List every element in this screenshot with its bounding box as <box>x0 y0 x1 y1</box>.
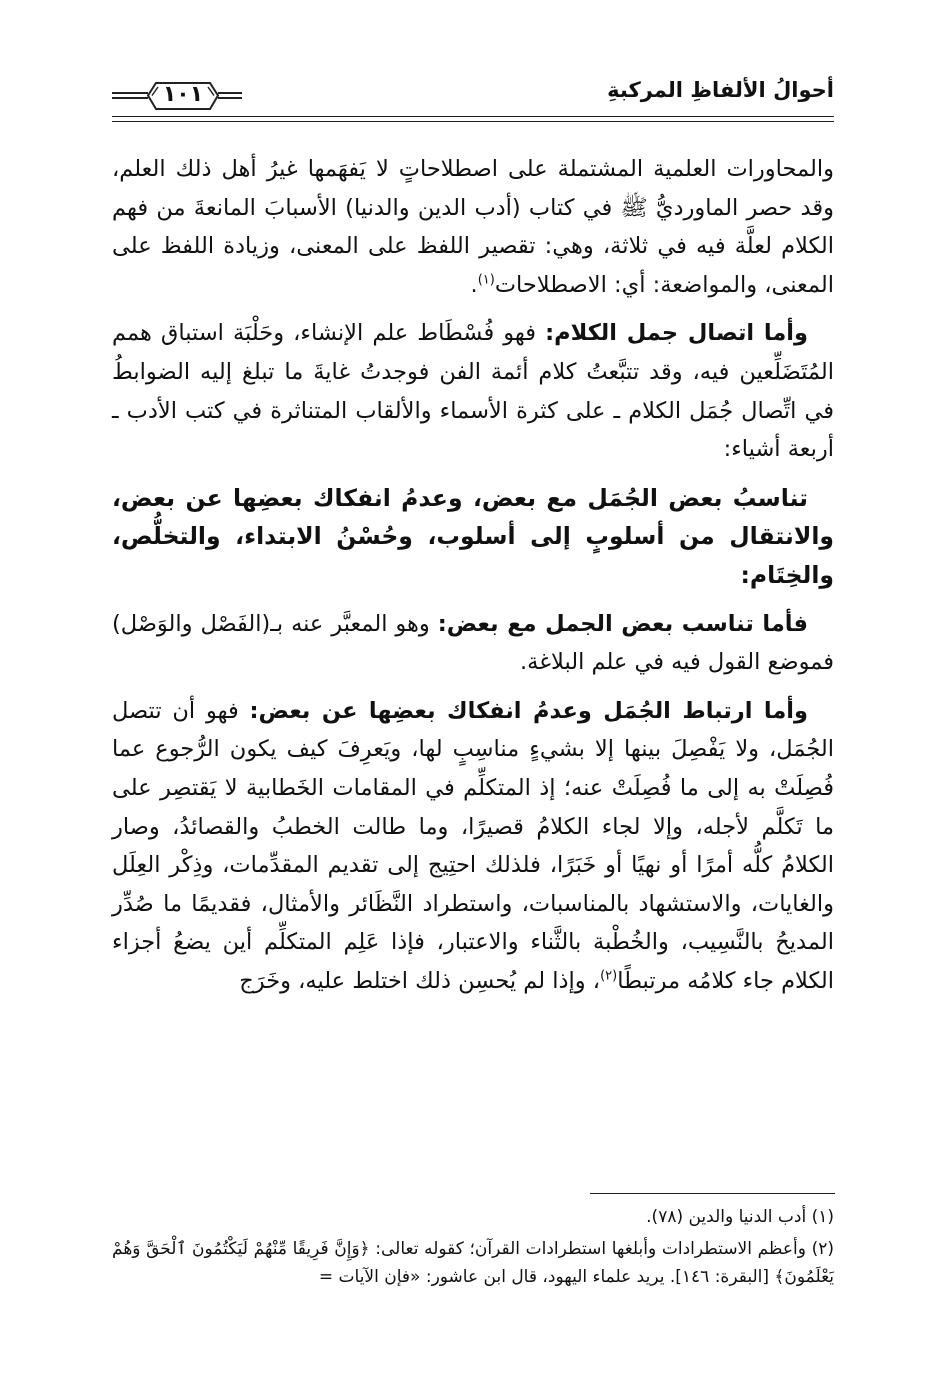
paragraph-5: وأما ارتباط الجُمَل وعدمُ انفكاك بعضِها عن بعض: فهو أن تتصل الجُمَل، ولا يَفْصِلَ بينها إلا بشيءٍ مناسِبٍ لها، ويَعرِفَ كيف يكون الرُّجوع عما فُصِلَتْ به إلى ما فُصِلَتْ عنه؛ إذ المتكلِّم في المقامات الخَطابية لا يَقتصِر على ما تَكلَّم لأجله، وإلا لجاء الكلامُ قصيرًا، وما طالت الخطبُ والقصائدُ، وصار الكلامُ كلُّه أمرًا أو نهيًا أو خَبَرًا، فلذلك احتِيج إلى تقديم المقدِّمات، وذِكْر العِلَل والغايات، والاستشهاد بالمناسبات، واستطراد النَّظَائر والأمثال، فقديمًا ما صُدِّر المديحُ بالنَّسِيب، والخُطْبة بالثَّناء والاعتبار، فإذا عَلِم المتكلِّم أين يضعُ أجزاء الكلام جاء كلامُه مرتبطًا$^{(٢)}$، وإذا لم يُحسِن ذلك اختلط عليه، وخَرَج <box>112 697 834 994</box>
header-rule <box>112 116 834 122</box>
footnote-2: (٢) وأعظم الاستطرادات وأبلغها استطرادات القرآن؛ كقوله تعالى: ﴿وَإِنَّ فَرِيقًا مِّنْهُمْ لَيَكْتُمُونَ ٱلْحَقَّ وَهُمْ يَعْلَمُونَ﴾ [البقرة: ١٤٦]. يريد علماء اليهود، قال ابن عاشور: «فإن الآيات = <box>112 1239 834 1287</box>
paragraph-heading: وأما اتصال جمل الكلام: <box>545 320 808 347</box>
paragraph-4: فأما تناسب بعض الجمل مع بعض: وهو المعبَّر عنه بـ(الفَصْل والوَصْل) فموضع القول فيه في علم البلاغة. <box>112 610 834 676</box>
paragraph-3: تناسبُ بعض الجُمَل مع بعض، وعدمُ انفكاك بعضِها عن بعض، والانتقال من أسلوبٍ إلى أسلوب، وحُسْنُ الابتداء، والتخلُّص، والخِتَام: <box>112 483 834 589</box>
page-number: ١٠١ <box>162 82 204 107</box>
footnote-rule <box>590 1193 835 1194</box>
paragraph-heading: فأما تناسب بعض الجمل مع بعض: <box>437 610 808 637</box>
footnote-ref-2: (٢) <box>600 968 618 984</box>
paragraph-1: والمحاورات العلمية المشتملة على اصطلاحاتٍ لا يَفهَمها غيرُ أهل ذلك العلم، وقد حصر الماورديُّ ﷺ في كتاب (أدب الدين والدنيا) الأسبابَ المانعةَ من فهم الكلام لعلَّة فيه في ثلاثة، وهي: تقصير اللفظ على المعنى، وزيادة اللفظ على المعنى، والمواضعة: أي: الاصطلاحات$^{(١)}$. <box>112 156 834 298</box>
running-title: أحوالُ الألفاظِ المركبةِ <box>607 78 834 102</box>
footnote-ref-1: (١) <box>477 272 495 288</box>
paragraph-heading: وأما ارتباط الجُمَل وعدمُ انفكاك بعضِها عن بعض: <box>249 697 808 724</box>
page-number-ornament <box>112 76 242 116</box>
main-text <box>112 150 834 1010</box>
paragraph-2: وأما اتصال جمل الكلام: فهو فُسْطَاط علم الإنشاء، وحَلْبَة استباق همم المُتَضَلِّعين فيه، وقد تتبَّعتُ كلام أئمة الفن فوجدتُ غايةَ ما تبلغ إليه الضوابطُ في اتِّصال جُمَل الكلام ـ على كثرة الأسماء والألقاب المتناثرة في كتب الأدب ـ أربعة أشياء: <box>112 320 834 463</box>
footnotes <box>112 1203 834 1295</box>
footnote-1: (١) أدب الدنيا والدين (٧٨). <box>646 1207 834 1227</box>
page-header <box>112 76 834 118</box>
